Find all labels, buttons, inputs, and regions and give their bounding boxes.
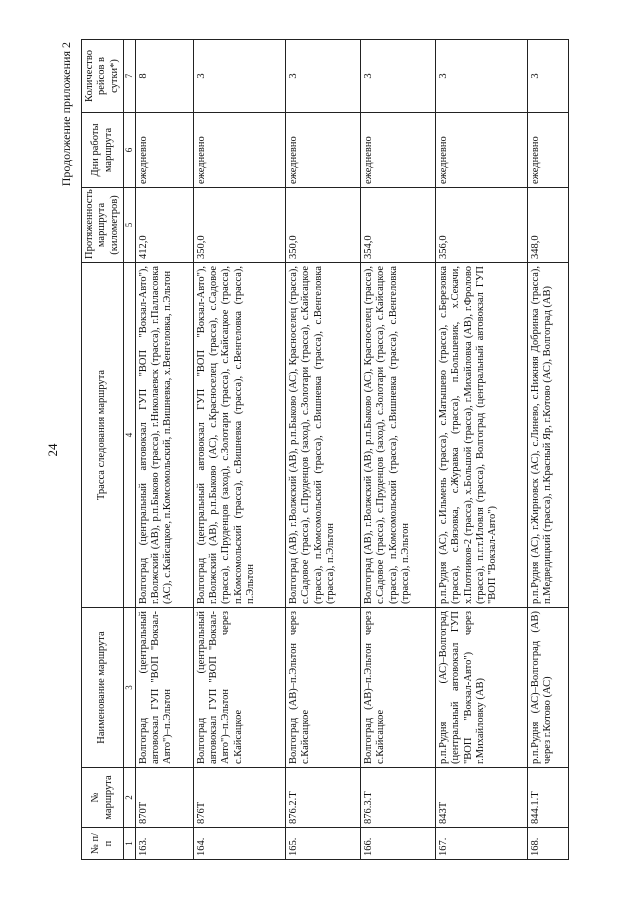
route-path: р.п.Рудня (АС), г.Жирновск (АС), с.Линево, с.Нижняя Добринка (трасса), п.Медведицкий (трасса), п.Красный Яр, г.Котово (АС), Волгоград (АВ)	[527, 263, 568, 608]
route-number: 876.3.Т	[360, 768, 435, 828]
rotated-page	[41, 40, 561, 860]
header-row	[82, 40, 124, 860]
table-row	[527, 40, 568, 860]
route-number: 876Т	[193, 768, 285, 828]
continuation-label: Продолжение приложения 2	[59, 42, 73, 187]
route-name: Волгоград (центральный автовокзал ГУП "ВОП "Вокзал-Авто")–п.Эльтон	[135, 608, 193, 768]
row-num: 168.	[527, 828, 568, 860]
route-name: р.п.Рудня (АС)–Волгоград (АВ) через г.Котово (АС)	[527, 608, 568, 768]
header-name: Наименование маршрута	[82, 608, 124, 768]
route-path: Волгоград (центральный автовокзал ГУП "ВОП "Вокзал-Авто"), г.Волжский (АВ), р.п.Быково (АС), с.Красноселец (трасса), с.Садовое (трасса), с.Пруденцов (заход), с.Золотари (трасса), с.Кайсацкое (трасса), п.Комсомольский (трасса), с.Вишневка (трасса), с.Венгеловка (трасса), п.Эльтон	[193, 263, 285, 608]
route-length: 412,0	[135, 188, 193, 263]
header-days: Дни работы маршрута	[82, 113, 124, 188]
route-path: р.п.Рудня (АС), с.Ильмень (трасса), с.Матышево (трасса), с.Березовка (трасса), с.Вязовка, с.Журавка (трасса), п.Большевик, х.Секачи, х.Плотников-2 (трасса), х.Большой (трасса), г.Михайловка (АВ), г.Фролово (трасса), п.г.т.Иловля (трасса), Волгоград (центральный автовокзал ГУП "ВОП "Вокзал-Авто")	[435, 263, 527, 608]
column-number: 6	[124, 113, 136, 188]
column-number: 5	[124, 188, 136, 263]
route-length: 350,0	[285, 188, 360, 263]
table-row	[135, 40, 193, 860]
header-route-no: № маршрута	[82, 768, 124, 828]
route-length: 348,0	[527, 188, 568, 263]
row-num: 167.	[435, 828, 527, 860]
route-days: ежедневно	[285, 113, 360, 188]
column-number-row	[124, 40, 136, 860]
column-number: 2	[124, 768, 136, 828]
route-path: Волгоград (центральный автовокзал ГУП "ВОП "Вокзал-Авто"), г.Волжский (АВ), р.п.Быково (трасса), г.Николаевск (трасса), г.Палласовка (АС), с.Кайсацкое, п.Комсомольский, п.Вишневка, х.Венгеловка, п.Эльтон	[135, 263, 193, 608]
column-number: 4	[124, 263, 136, 608]
route-trips: 3	[527, 40, 568, 113]
route-trips: 3	[360, 40, 435, 113]
route-days: ежедневно	[193, 113, 285, 188]
route-name: Волгоград (АВ)–п.Эльтон через с.Кайсацкое	[360, 608, 435, 768]
route-trips: 8	[135, 40, 193, 113]
row-num: 166.	[360, 828, 435, 860]
route-length: 350,0	[193, 188, 285, 263]
route-days: ежедневно	[527, 113, 568, 188]
route-days: ежедневно	[435, 113, 527, 188]
header-num: № п/п	[82, 828, 124, 860]
route-trips: 3	[435, 40, 527, 113]
header-path: Трасса следования маршрута	[82, 263, 124, 608]
route-name: Волгоград (центральный автовокзал ГУП "ВОП "Вокзал-Авто")–п.Эльтон через с.Кайсацкое	[193, 608, 285, 768]
route-number: 876.2.Т	[285, 768, 360, 828]
route-trips: 3	[285, 40, 360, 113]
route-name: Волгоград (АВ)–п.Эльтон через с.Кайсацкое	[285, 608, 360, 768]
route-days: ежедневно	[360, 113, 435, 188]
route-name: р.п.Рудня (АС)–Волгоград (центральный автовокзал ГУП "ВОП "Вокзал-Авто") через г.Михайловку (АВ)	[435, 608, 527, 768]
row-num: 165.	[285, 828, 360, 860]
row-num: 164.	[193, 828, 285, 860]
route-length: 356,0	[435, 188, 527, 263]
route-length: 354,0	[360, 188, 435, 263]
column-number: 7	[124, 40, 136, 113]
header-trips: Количество рейсов в сутки*)	[82, 40, 124, 113]
route-trips: 3	[193, 40, 285, 113]
table-row	[360, 40, 435, 860]
routes-table	[81, 39, 569, 860]
header-length: Протяженность маршрута (километров)	[82, 188, 124, 263]
column-number: 3	[124, 608, 136, 768]
route-path: Волгоград (АВ), г.Волжский (АВ), р.п.Быково (АС), Красноселец (трасса), с.Садовое (трасса), с.Пруденцов (заход), с.Золотари (трасса), с.Кайсацкое (трасса), п.Комсомольский (трасса), с.Вишневка (трасса), с.Венгеловка (трасса), п.Эльтон	[285, 263, 360, 608]
route-number: 843Т	[435, 768, 527, 828]
route-number: 870Т	[135, 768, 193, 828]
table-row	[193, 40, 285, 860]
page-number: 24	[45, 443, 60, 457]
table-row	[285, 40, 360, 860]
route-path: Волгоград (АВ), г.Волжский (АВ), р.п.Быково (АС), Красноселец (трасса), с.Садовое (трасса), с.Пруденцов (заход), с.Золотари (трасса), с.Кайсацкое (трасса), п.Комсомольский (трасса), с.Вишневка (трасса), с.Венгеловка (трасса), п.Эльтон	[360, 263, 435, 608]
route-number: 844.1.Т	[527, 768, 568, 828]
route-days: ежедневно	[135, 113, 193, 188]
row-num: 163.	[135, 828, 193, 860]
table-row	[435, 40, 527, 860]
column-number: 1	[124, 828, 136, 860]
